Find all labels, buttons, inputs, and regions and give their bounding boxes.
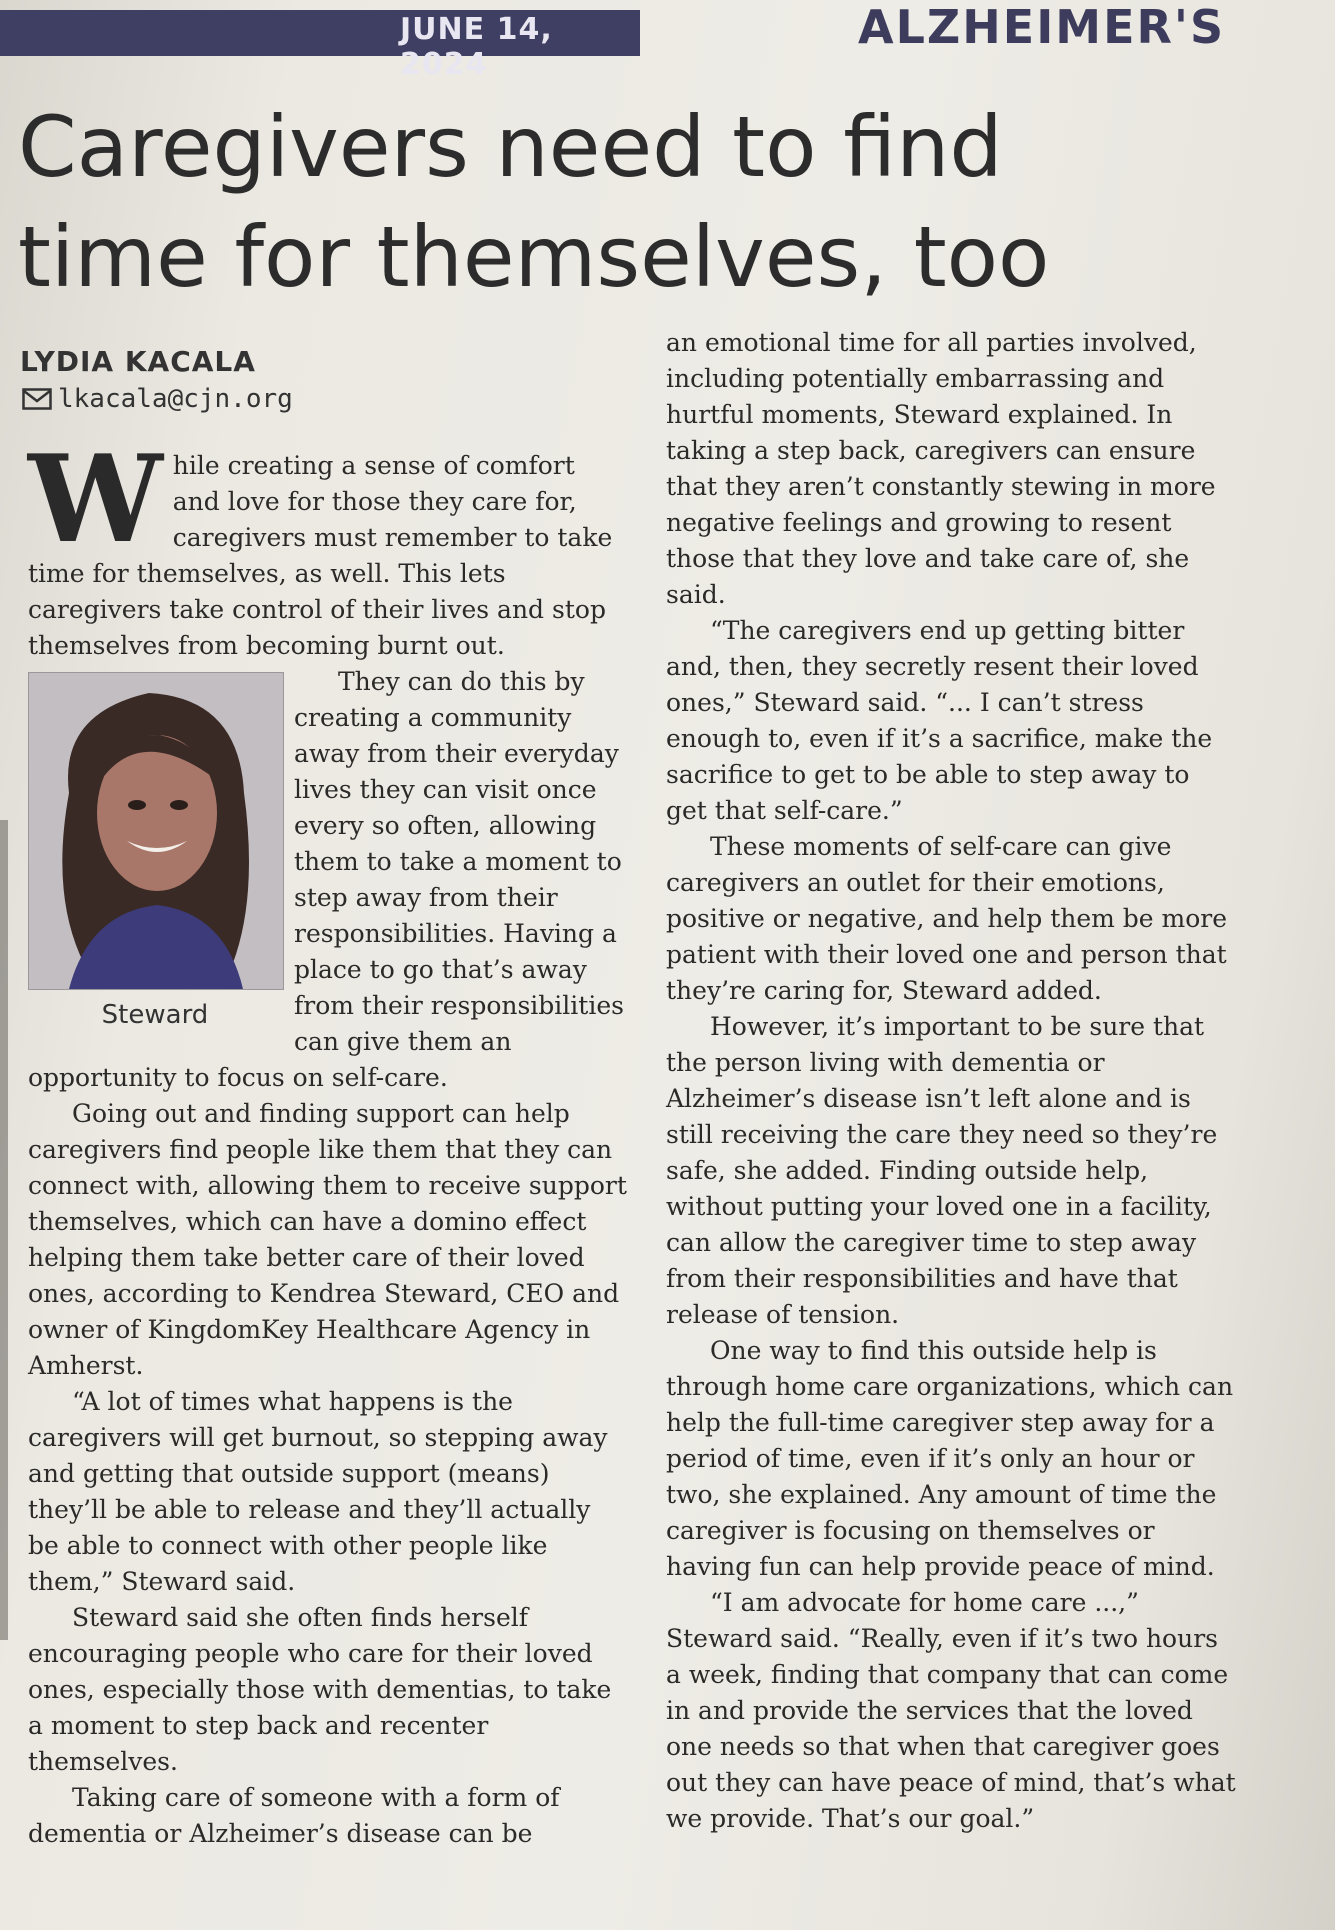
author-email-row[interactable] bbox=[22, 384, 293, 414]
page-edge-shadow bbox=[0, 820, 8, 1640]
mail-icon bbox=[22, 388, 52, 410]
paragraph: “A lot of times what happens is the caregivers will get burnout, so stepping away and getting that outside support (means) they’ll be able to release and they’ll actually be able to connect with other people like them,” Steward said. bbox=[28, 1387, 608, 1596]
headline: Caregivers need to find time for themselves, too bbox=[18, 98, 1050, 306]
author-email[interactable]: lkacala@cjn.org bbox=[58, 384, 293, 414]
issue-date: JUNE 14, 2024 bbox=[400, 12, 553, 82]
paragraph: However, it’s important to be sure that the person living with dementia or Alzheimer’s disease isn’t left alone and is still receiving the care they need so they’re safe, she added. Finding outside help, without putting your loved one in a facility, can allow the caregiver time to step away from their responsibilities and have that release of tension. bbox=[666, 1012, 1218, 1329]
paragraph: One way to find this outside help is through home care organizations, which can help the full-time caregiver step away for a period of time, even if it’s only an hour or two, she explained. Any amount of time the caregiver is focusing on themselves or having fun can help provide peace of mind. bbox=[666, 1336, 1234, 1581]
author-photo bbox=[28, 672, 284, 990]
section-label: ALZHEIMER'S bbox=[858, 0, 1226, 54]
paragraph: These moments of self-care can give caregivers an outlet for their emotions, positive or negative, and help them be more patient with their loved one and person that they’re caring for, Steward added. bbox=[666, 832, 1228, 1005]
article-column-left bbox=[28, 429, 628, 1852]
portrait-image bbox=[29, 673, 283, 989]
article-column-right bbox=[666, 325, 1236, 1837]
photo-block bbox=[28, 672, 282, 1032]
paragraph: Going out and finding support can help caregivers find people like them that they can connect with, allowing them to receive support themselves, which can have a domino effect helping them take better care of their loved ones, according to Kendrea Steward, CEO and owner of KingdomKey Healthcare Agency in Amherst. bbox=[28, 1099, 627, 1380]
paragraph: Taking care of someone with a form of dementia or Alzheimer’s disease can be bbox=[28, 1783, 560, 1848]
paragraph: “I am advocate for home care ...,” Steward said. “Really, even if it’s two hours a week, finding that company that can come in and provide the services that the loved one needs so that when that caregiver goes out they can have peace of mind, that’s what we provide. That’s our goal.” bbox=[666, 1588, 1236, 1833]
paragraph: They can do this by creating a community away from their everyday lives they can visit once every so often, allowing them to take a moment to step away from their responsibilities. Having a place to go that’s away from their responsibilities can give them an opportunity to focus on self-care. bbox=[28, 667, 624, 1092]
author-byline: LYDIA KACALA bbox=[20, 345, 256, 378]
paragraph: “The caregivers end up getting bitter and, then, they secretly resent their loved ones,” Steward said. “... I can’t stress enough to, even if it’s a sacrifice, make the sacrifice to get to be able to step away to get that self-care.” bbox=[666, 616, 1213, 825]
paragraph: Steward said she often finds herself encouraging people who care for their loved ones, especially those with dementias, to take a moment to step back and recenter themselves. bbox=[28, 1603, 612, 1776]
paragraph: hile creating a sense of comfort and love for those they care for, caregivers must remember to take time for themselves, as well. This lets caregivers take control of their lives and stop themselves from becoming burnt out. bbox=[28, 451, 613, 660]
paragraph: an emotional time for all parties involved, including potentially embarrassing and hurtful moments, Steward explained. In taking a step back, caregivers can ensure that they aren’t constantly stewing in more negative feelings and growing to resent those that they love and take care of, she said. bbox=[666, 328, 1216, 609]
date-banner bbox=[0, 10, 640, 82]
photo-caption: Steward bbox=[101, 1000, 209, 1030]
drop-cap: W bbox=[28, 429, 163, 570]
